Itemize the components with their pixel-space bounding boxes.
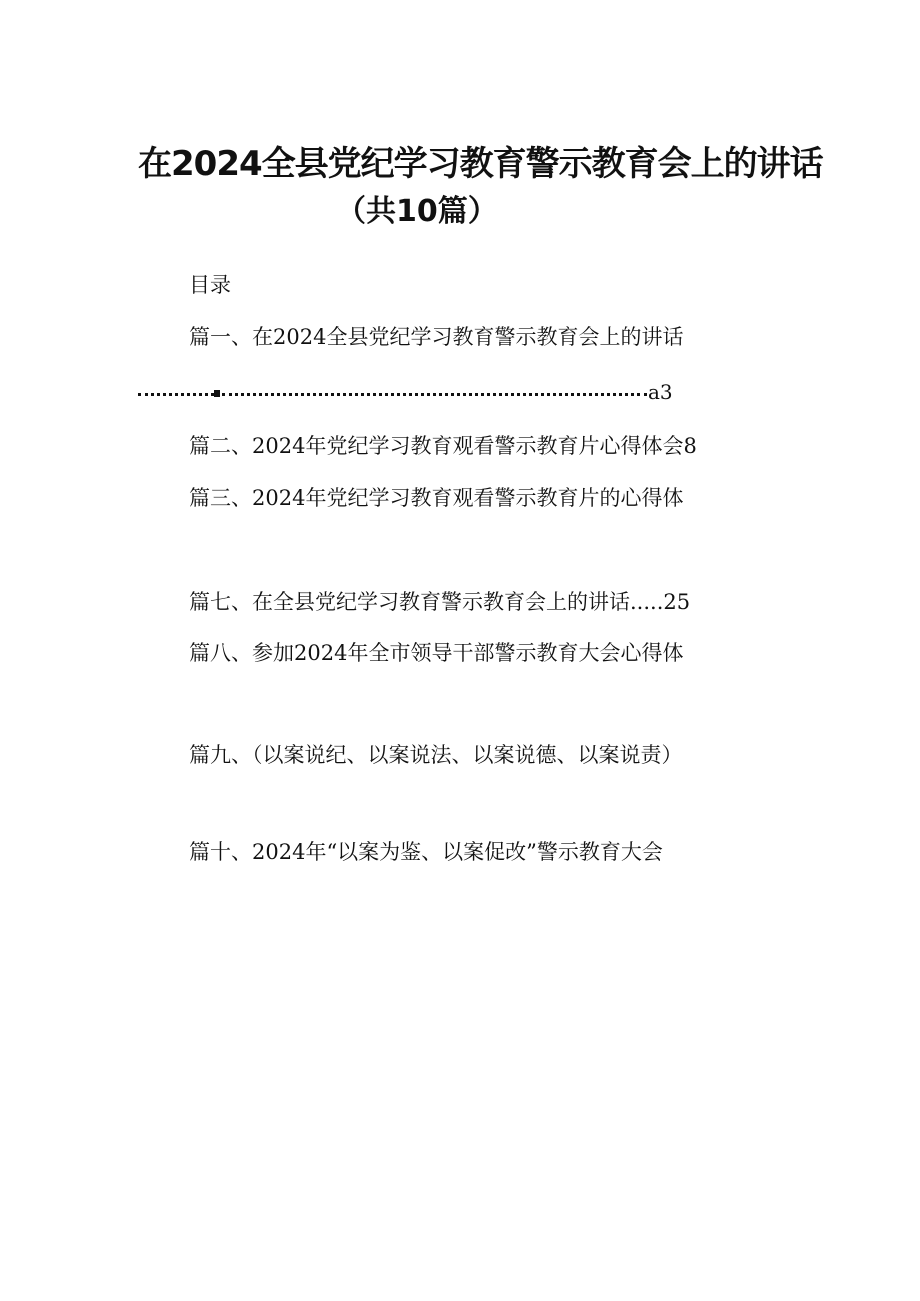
toc-heading: 目录 (189, 273, 231, 297)
leader-dots (138, 393, 214, 396)
document-title: 在2024全县党纪学习教育警示教育会上的讲话 (138, 144, 823, 184)
toc-item-10[interactable]: 篇十、2024年“以案为鉴、以案促改”警示教育大会 (189, 840, 663, 864)
leader-dots (222, 393, 647, 396)
document-subtitle: （共10篇） (336, 194, 498, 229)
toc-leader-line (138, 380, 673, 404)
toc-item-1[interactable]: 篇一、在2024全县党纪学习教育警示教育会上的讲话 (189, 325, 684, 349)
toc-item-2[interactable]: 篇二、2024年党纪学习教育观看警示教育片心得体会8 (189, 434, 697, 458)
toc-page-number: a3 (648, 380, 673, 404)
toc-item-3[interactable]: 篇三、2024年党纪学习教育观看警示教育片的心得体 (189, 486, 684, 510)
toc-item-7[interactable]: 篇七、在全县党纪学习教育警示教育会上的讲话.....25 (189, 590, 691, 614)
leader-mark (214, 390, 220, 397)
toc-item-8[interactable]: 篇八、参加2024年全市领导干部警示教育大会心得体 (189, 641, 684, 665)
toc-item-9[interactable]: 篇九、（以案说纪、以案说法、以案说德、以案说责） (189, 743, 683, 767)
